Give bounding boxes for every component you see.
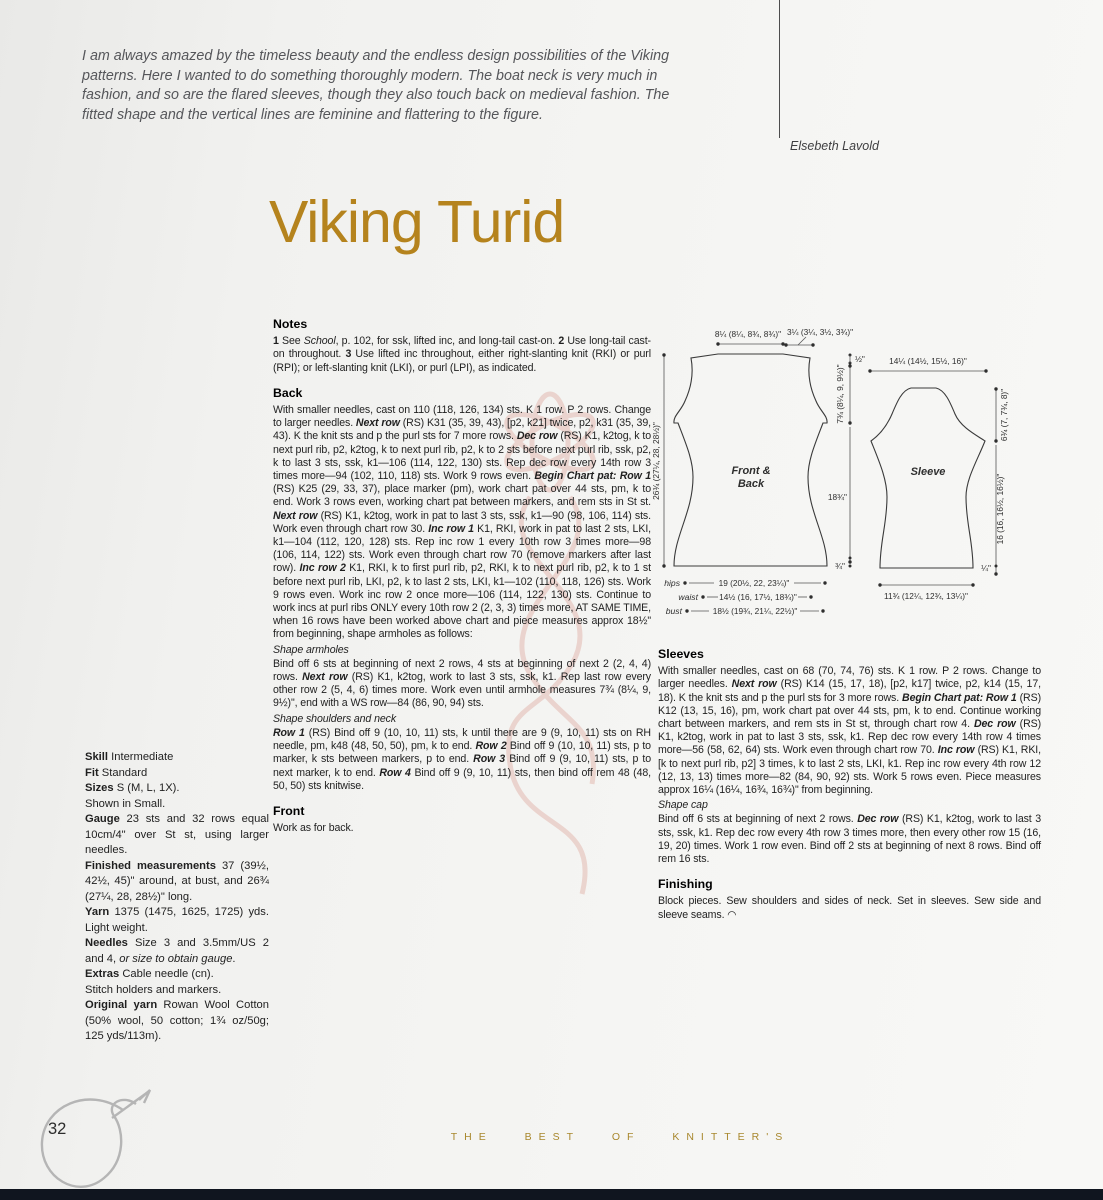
text-segment: Cable needle (cn). xyxy=(122,968,214,980)
back-heading: Back xyxy=(273,385,303,400)
text-segment: Shown in Small. xyxy=(85,797,166,810)
instructions-column-left xyxy=(273,318,651,836)
sleeve-outline xyxy=(871,388,985,568)
text-segment: Needles xyxy=(85,937,135,949)
notes-paragraph xyxy=(273,335,651,375)
spec-needles xyxy=(85,936,269,967)
text-segment: Rowan Wool Cotton (50% wool, 50 cotton; 1¾ oz/50g; 125 yds/113m). xyxy=(85,999,269,1042)
text-segment: Dec row xyxy=(516,430,561,443)
fb-length-label: 26¾ (27¼, 28, 28½)" xyxy=(651,422,661,500)
text-segment: 23 sts and 32 rows equal 10cm/4" over St st, using larger needles. xyxy=(85,813,270,856)
fb-shoulder-width-label: 3¼ (3¼, 3½, 3¾)" xyxy=(787,327,854,337)
shape-cap-paragraph xyxy=(658,813,1041,866)
text-segment: Inc row xyxy=(937,744,978,757)
text-segment: Row 1 xyxy=(273,726,309,739)
sleeve-cap-height-label: 6¾ (7, 7¾, 8)" xyxy=(999,388,1009,442)
designer-byline: Elsebeth Lavold xyxy=(790,139,879,153)
text-segment: or size to obtain gauge xyxy=(119,952,233,965)
text-segment: Bind off 6 sts at beginning of next 2 rows, 4 sts at beginning of next 2 (2, 4, 4) rows. xyxy=(273,657,651,684)
text-segment: Inc row 1 xyxy=(428,522,478,535)
finishing-paragraph xyxy=(658,895,1041,921)
text-segment: School xyxy=(303,335,336,348)
text-segment: (RS) Bind off 9 (10, 10, 11) sts, k until there are 9 (9, 10, 11) sts on RH needle, pm, k48 (48, 50, 50), pm, k to end. xyxy=(273,726,651,753)
text-segment: Bind off 9 (10, 10, 11) sts, p to marker, k sts between markers, p to end. xyxy=(273,740,651,766)
shape-armholes-subhead: Shape armholes xyxy=(273,643,349,656)
text-segment: (RS) K31 (35, 39, 43), [p2, k21] twice, p2, k31 (35, 39, 43). K the knit sts and p the purl sts for 7 more rows. xyxy=(273,417,651,443)
text-segment: Size 3 and 3.5mm/US 2 and 4, xyxy=(85,937,269,965)
sleeve-bottom-width-label: 11¾ (12¼, 12¾, 13¼)" xyxy=(884,591,968,601)
text-segment: Next row xyxy=(731,678,781,691)
text-segment: Standard xyxy=(101,766,148,779)
fb-waist-label: waist xyxy=(678,592,698,602)
text-segment: Bind off 9 (9, 10, 11) sts, then bind off rem 48 (48, 50, 50) sts knitwise. xyxy=(273,766,652,792)
text-segment: K1, RKI, work in pat to last 2 sts, LKI, k1—104 (112, 120, 128) sts. Rep inc row 1 every 10th row 3 times more—98 (106, 114, 122) sts. Work even through chart row 70 (remove markers after last row). xyxy=(273,522,652,575)
text-segment: Inc row 2 xyxy=(299,562,350,575)
spec-skill xyxy=(85,750,269,766)
text-segment: Row 2 xyxy=(475,740,510,753)
footer-ornament-glyph xyxy=(26,1080,161,1198)
sleeves-paragraph xyxy=(658,665,1041,797)
text-segment: Gauge xyxy=(85,813,127,825)
text-segment: Bind off 6 sts at beginning of next 2 rows. xyxy=(658,813,858,826)
front-heading: Front xyxy=(273,803,305,818)
spec-extras xyxy=(85,967,269,983)
text-segment: (RS) K1, RKI, [k to next purl rib, p2] 3 times, k to last 2 sts, LKI, k1. Rep inc row every 4th row 12 (12, 13, 13) times more—82 (84, 90, 92) sts. Work 5 rows even. Piece measures approx 16¼ (16¼, 16¾, 16¾)" from beginning. xyxy=(658,744,1041,797)
text-segment: Use long-tail cast-on throughout. xyxy=(273,335,651,361)
text-segment: Original yarn xyxy=(85,999,164,1011)
shape-shoulders-paragraph xyxy=(273,727,651,793)
pattern-specs-sidebar xyxy=(85,750,269,1045)
text-segment: . xyxy=(232,952,236,965)
front-paragraph xyxy=(273,822,651,835)
text-segment: 1 xyxy=(273,335,283,348)
text-segment: Yarn xyxy=(85,906,115,918)
front-back-label-line2: Back xyxy=(737,478,765,490)
text-segment: Work as for back. xyxy=(273,822,354,835)
intro-paragraph: I am always amazed by the timeless beauty and the endless design possibilities of the Viking patterns. Here I wanted to do something thoroughly modern. The boat neck is very much in fashion, and so are the flared sleeves, though they also touch back on medieval fashion. The fitted shape and the vertical lines are feminine and flattering to the figure. xyxy=(82,48,670,123)
spec-shown-in xyxy=(85,797,269,813)
text-segment: Next row xyxy=(273,509,321,522)
text-segment: Block pieces. Sew shoulders and sides of neck. Set in sleeves. Sew side and sleeve seams. ◠ xyxy=(658,895,1041,921)
text-segment: Next row xyxy=(355,417,403,430)
notes-heading: Notes xyxy=(273,317,308,331)
shape-armholes-paragraph xyxy=(273,658,651,711)
spec-finished-measurements xyxy=(85,859,269,906)
text-segment: (RS) K25 (29, 33, 37), place marker (pm), work chart pat over 44 sts, pm, k to end. Work 3 rows even, working chart pat between markers, and rem sts in St st. xyxy=(273,483,651,509)
sleeve-hem-label: ¼" xyxy=(981,563,991,573)
spec-fit xyxy=(85,766,269,782)
text-segment: With smaller needles, cast on 110 (118, 126, 134) sts. K 1 row. P 2 rows. Change to larger needles. xyxy=(273,404,651,430)
fb-lower-length-label: 18¾" xyxy=(827,492,847,502)
text-segment: (RS) K12 (13, 15, 16), pm, work chart pat over 44 sts, pm, k to end. Continue working chart between markers, and rem sts in St st, through chart row 4. xyxy=(658,691,1041,731)
page-title: Viking Turid xyxy=(269,189,565,255)
bottom-bar-decoration xyxy=(0,1189,1103,1200)
text-segment: (RS) K14 (15, 17, 18), [p2, k17] twice, p2, k14 (15, 17, 18). K the knit sts and p the purl sts for 3 more rows. xyxy=(658,678,1041,704)
sleeve-length-label: 16 (16, 16½, 16½)" xyxy=(995,473,1005,545)
shape-cap-subhead: Shape cap xyxy=(658,799,708,812)
text-segment: Finished measurements xyxy=(85,859,222,872)
sleeve-schematic xyxy=(866,342,1056,617)
text-segment: (RS) K1, k2tog, work to last 3 sts, ssk, k1. Rep last row every other row 2 (5, 4, 6) times more. Work even until armhole measures 7¾ (8¼, 9, 9½)", end with a WS row—84 (86, 90, 94) sts. xyxy=(273,671,652,710)
text-segment: (RS) K1, k2tog, work in pat to last 3 sts, ssk, k1. Rep dec row every 14th row 4 times more—56 (58, 62, 64) sts. Work even through chart row 70. xyxy=(658,718,1042,757)
text-segment: Dec row xyxy=(857,813,902,826)
fb-hem-label: ¾" xyxy=(835,561,845,571)
back-paragraph xyxy=(273,404,651,642)
fb-bust-label: bust xyxy=(665,606,682,616)
text-segment: Stitch holders and markers. xyxy=(85,983,222,996)
text-segment: 37 (39½, 42½, 45)" around, at bust, and 26¾ (27¼, 28, 28½)" long. xyxy=(85,859,269,903)
fb-armhole-depth-label: 7¾ (8¼, 9, 9½)" xyxy=(835,364,845,424)
sleeves-heading: Sleeves xyxy=(658,647,704,661)
text-segment: Extras xyxy=(85,968,123,980)
text-segment: Row 4 xyxy=(379,766,415,779)
front-back-outline xyxy=(674,354,827,566)
sleeve-label: Sleeve xyxy=(910,466,946,478)
text-segment: K1, RKI, k to first purl rib, p2, RKI, k to next purl rib, p2, k to 1 st before next purl rib, LKI, p2, k to last 2 sts, LKI, k1—102 (110, 118, 126) sts. Work 9 rows even. Work inc row 2 once more—106 (114, 122, 130) sts. Continue to work incs at purl ribs ONLY every 10th row 2 (2, 3, 3) times more, AT SAME TIME, when 16 rows have been worked above chart and piece measures approx 18½" from beginning, shape armholes as follows: xyxy=(273,562,651,641)
text-segment: S (M, L, 1X). xyxy=(116,782,180,794)
text-segment: 3 xyxy=(345,348,356,361)
fb-waist-value: 14½ (16, 17½, 18¾)" xyxy=(719,592,797,602)
header-divider xyxy=(779,0,780,138)
finishing-heading: Finishing xyxy=(658,877,713,892)
spec-yarn xyxy=(85,905,269,936)
text-segment: Skill xyxy=(85,751,112,763)
text-segment: 1375 (1475, 1625, 1725) yds. Light weight. xyxy=(85,906,269,934)
text-segment: Begin Chart pat: Row 1 xyxy=(534,470,652,483)
text-segment: See xyxy=(282,335,304,348)
spec-sizes xyxy=(85,781,269,797)
spec-stitch-holders xyxy=(85,983,269,999)
magazine-title: THE BEST OF KNITTER'S xyxy=(450,1131,790,1143)
instructions-column-right xyxy=(658,648,1041,923)
fb-neck-depth-label: ½" xyxy=(855,354,865,364)
spec-original-yarn xyxy=(85,998,269,1045)
fb-top-width-label: 8¼ (8¼, 8¾, 8¾)" xyxy=(714,329,782,339)
text-segment: Intermediate xyxy=(111,751,174,763)
text-segment: 2 xyxy=(558,335,568,348)
sleeve-top-width-label: 14¼ (14½, 15½, 16)" xyxy=(889,356,967,366)
front-back-schematic xyxy=(648,324,888,624)
fb-bust-value: 18½ (19¾, 21¼, 22½)" xyxy=(712,606,798,616)
page-number: 32 xyxy=(48,1120,67,1138)
fb-hips-label: hips xyxy=(664,578,680,588)
text-segment: Row 3 xyxy=(473,753,510,766)
text-segment: Sizes xyxy=(85,782,117,794)
text-segment: With smaller needles, cast on 68 (70, 74, 76) sts. K 1 row. P 2 rows. Change to larger needles. xyxy=(658,665,1041,691)
text-segment: (RS) K1, k2tog, work in pat to last 3 sts, ssk, k1—90 (98, 106, 114) sts. Work even through chart row 30. xyxy=(273,509,651,535)
text-segment: (RS) K1, k2tog, work to last 3 sts, ssk, k1. Rep dec row every 4th row 3 times more, then every other row 15 (16, 19, 20) times. Work 1 row even. Bind off 2 sts at beginning of next 8 rows. Bind off rem 16 sts. xyxy=(658,813,1041,866)
front-back-label-line1: Front & xyxy=(731,465,771,477)
text-segment: (RS) K1, k2tog, k to next purl rib, p2, k2tog, k to next purl rib, p2, k to 2 sts before next purl rib, ssk, p2, k to last 3 sts, ssk, k1—106 (114, 122, 130) sts. Rep dec row every 14th row 3 times more—94 (102, 110, 118) sts. Work 9 rows even. xyxy=(273,430,652,483)
text-segment: Fit xyxy=(85,766,102,779)
text-segment: Use lifted inc throughout, either right-slanting knit (RKI) or purl (RPI); or left-slanting knit (LKI), or purl (LPI), as indicated. xyxy=(273,348,651,374)
text-segment: Bind off 9 (9, 10, 11) sts, p to next marker, k to end. xyxy=(273,753,651,779)
fb-hips-value: 19 (20½, 22, 23¼)" xyxy=(718,578,790,588)
text-segment: Next row xyxy=(302,671,352,684)
spec-gauge xyxy=(85,812,269,859)
text-segment: Begin Chart pat: Row 1 xyxy=(902,691,1020,704)
text-segment: Dec row xyxy=(973,718,1020,731)
shape-shoulders-subhead: Shape shoulders and neck xyxy=(273,712,397,725)
text-segment: , p. 102, for ssk, lifted inc, and long-tail cast-on. xyxy=(335,335,559,348)
